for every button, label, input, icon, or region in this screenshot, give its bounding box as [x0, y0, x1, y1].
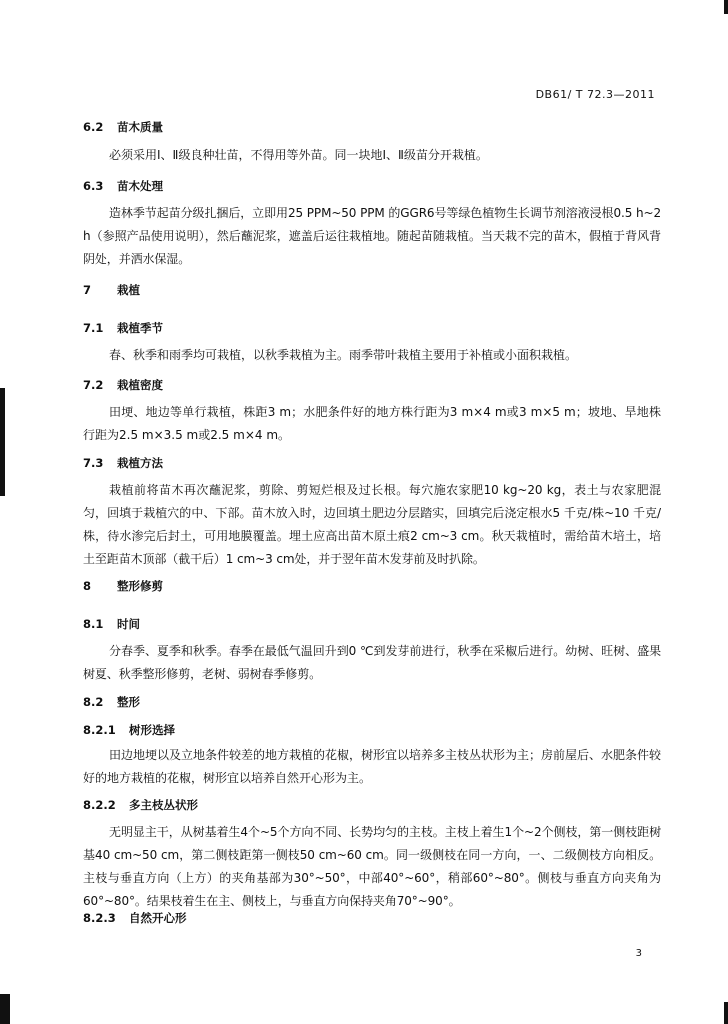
section-title: 树形选择: [129, 723, 176, 737]
section-heading: [83, 722, 175, 738]
scan-edge-mark: [0, 994, 10, 1024]
section-heading: [83, 320, 163, 336]
section-number: 8.2.2: [83, 798, 116, 812]
paragraph-multi-branch: 无明显主干，从树基着生4个~5个方向不同、长势均匀的主枝。主枝上着生1个~2个侧枝，第一侧枝距树基40 cm~50 cm，第二侧枝距第一侧枝50 cm~60 cm。同一级侧枝在同一方向，一、二级侧枝方向相反。主枝与垂直方向（上方）的夹角基部为30°~50°，中部40°~60°，稍部60°~80°。侧枝与垂直方向夹角为60°~80°。结果枝着生在主、侧枝上，与垂直方向保持夹角70°~90°。: [83, 825, 661, 908]
section-title: 整形修剪: [117, 579, 164, 593]
section-title: 苗木质量: [117, 120, 164, 134]
section-heading: [83, 282, 140, 298]
section-number: 7: [83, 283, 92, 297]
section-heading: [83, 119, 163, 135]
paragraph-shape-choice: 田边地埂以及立地条件较差的地方栽植的花椒，树形宜以培养多主枝丛状形为主；房前屋后、水肥条件较好的地方栽植的花椒，树形宜以培养自然开心形为主。: [83, 748, 662, 785]
section-heading: [83, 578, 163, 594]
paragraph-season: 春、秋季和雨季均可栽植，以秋季栽植为主。雨季带叶栽植主要用于补植或小面积栽植。: [109, 348, 578, 362]
section-title: 苗木处理: [117, 179, 164, 193]
section-heading: [83, 377, 163, 393]
paragraph-timing: 分春季、夏季和秋季。春季在最低气温回升到0 ℃到发芽前进行，秋季在采椒后进行。幼树、旺树、盛果树夏、秋季整形修剪，老树、弱树春季修剪。: [83, 644, 661, 681]
section-title: 多主枝丛状形: [129, 798, 199, 812]
section-title: 自然开心形: [129, 911, 187, 925]
paragraph-method: 栽植前将苗木再次蘸泥浆，剪除、剪短烂根及过长根。每穴施农家肥10 kg~20 kg，表土与农家肥混匀，回填于栽植穴的中、下部。苗木放入时，边回填土肥边分层踏实，回填完后浇定根水5 千克/株~10 千克/株，待水渗完后封土，可用地膜覆盖。埋土应高出苗木原土痕2 cm~3 cm。秋天栽植时，需给苗木培土，培土至距苗木顶部（截干后）1 cm~3 cm处，并于翌年苗木发芽前及时扒除。: [83, 483, 661, 566]
section-number: 8.2.3: [83, 911, 116, 925]
section-heading: [83, 455, 163, 471]
section-title: 栽植季节: [117, 321, 164, 335]
paragraph-density: 田埂、地边等单行栽植，株距3 m；水肥条件好的地方株行距为3 m×4 m或3 m×5 m；坡地、旱地株行距为2.5 m×3.5 m或2.5 m×4 m。: [83, 405, 661, 442]
document-code: DB61/ T 72.3—2011: [535, 88, 655, 101]
section-number: 6.3: [83, 179, 104, 193]
section-number: 7.2: [83, 378, 104, 392]
paragraph-treatment: 造林季节起苗分级扎捆后，立即用25 PPM~50 PPM 的GGR6号等绿色植物生长调节剂溶液浸根0.5 h~2 h（参照产品使用说明），然后蘸泥浆，遮盖后运往栽植地。随起苗随栽植。当天栽不完的苗木，假植于背风背阴处，并洒水保湿。: [83, 206, 661, 266]
scan-bottom-edge: [0, 994, 728, 1024]
section-heading: [83, 178, 163, 194]
section-number: 7.1: [83, 321, 104, 335]
section-title: 时间: [117, 617, 141, 631]
page-number: 3: [635, 948, 642, 959]
section-number: 8: [83, 579, 92, 593]
section-title: 栽植方法: [117, 456, 164, 470]
section-title: 栽植密度: [117, 378, 164, 392]
section-heading: [83, 616, 140, 632]
section-number: 8.1: [83, 617, 104, 631]
scan-edge-mark: [724, 1002, 728, 1024]
section-number: 7.3: [83, 456, 104, 470]
section-heading: [83, 797, 198, 813]
section-heading: [83, 910, 187, 926]
scan-edge-mark: [724, 0, 728, 14]
section-title: 整形: [117, 695, 141, 709]
section-number: 8.2.1: [83, 723, 116, 737]
paragraph-quality: 必须采用Ⅰ、Ⅱ级良种壮苗，不得用等外苗。同一块地Ⅰ、Ⅱ级苗分开栽植。: [109, 148, 488, 162]
scan-edge-mark: [0, 388, 5, 496]
section-heading: [83, 694, 140, 710]
section-number: 8.2: [83, 695, 104, 709]
section-title: 栽植: [117, 283, 141, 297]
section-number: 6.2: [83, 120, 104, 134]
